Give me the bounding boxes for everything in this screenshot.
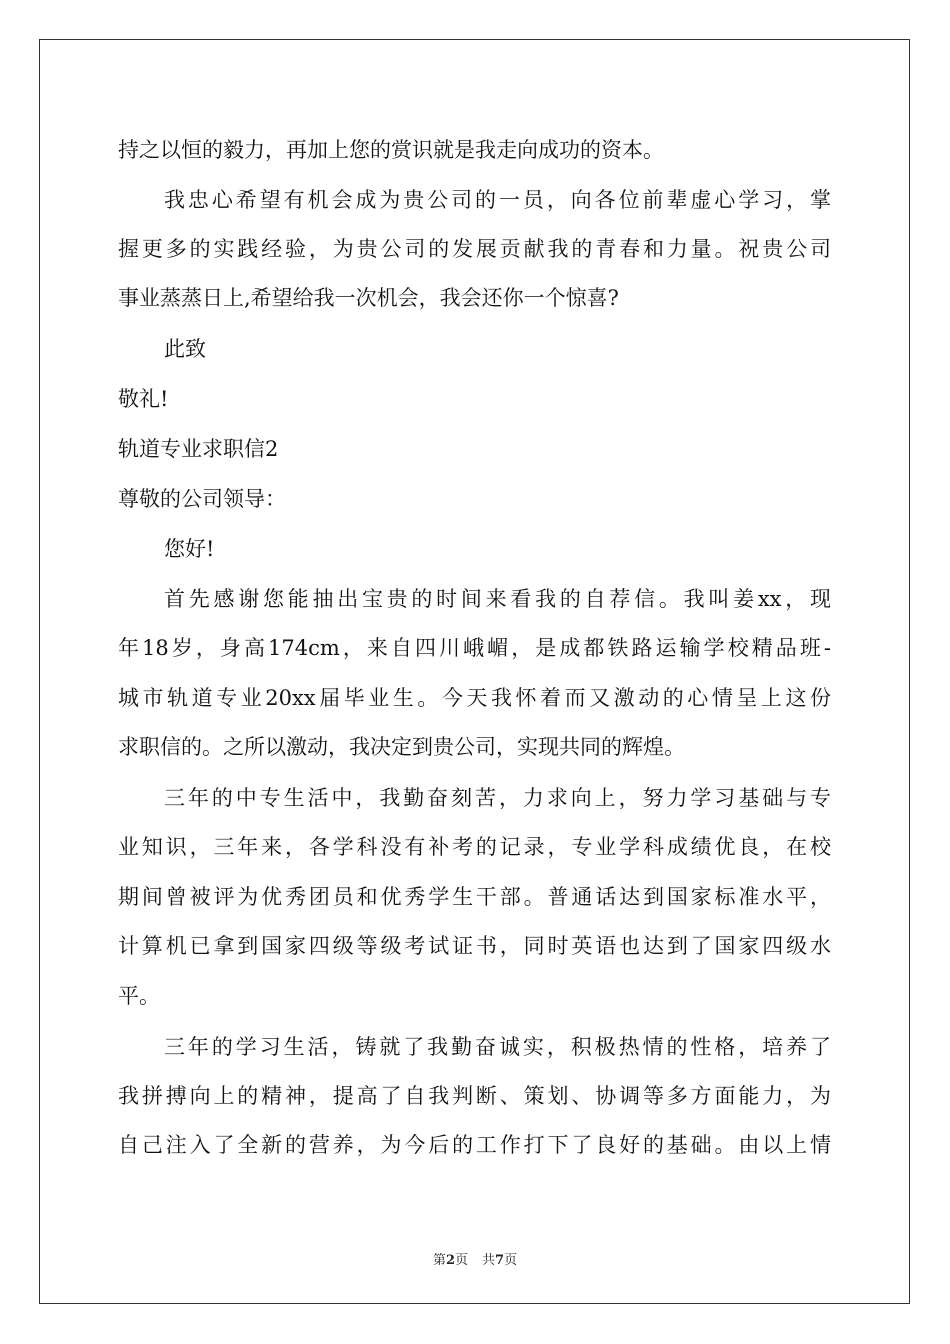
- text-line: 持之以恒的毅力，再加上您的赏识就是我走向成功的资本。: [118, 138, 664, 162]
- letter-title: 轨道专业求职信2: [118, 437, 279, 461]
- text-line: 城市轨道专业20xx届毕业生。今天我怀着而又激动的心情呈上这份: [118, 686, 831, 710]
- page-number: 第2页: [432, 1253, 468, 1268]
- text-line: 年18岁，身高174cm，来自四川峨嵋，是成都铁路运输学校精品班-: [118, 636, 831, 660]
- addressee-line: 尊敬的公司领导：: [118, 487, 286, 511]
- text-line: 我拼搏向上的精神，提高了自我判断、策划、协调等多方面能力，为: [118, 1084, 831, 1108]
- text-line: 首先感谢您能抽出宝贵的时间来看我的自荐信。我叫姜xx，现: [164, 587, 831, 611]
- text-line: 计算机已拿到国家四级等级考试证书，同时英语也达到了国家四级水: [118, 934, 831, 958]
- closing-line: 此致: [164, 337, 206, 361]
- text-line: 我忠心希望有机会成为贵公司的一员，向各位前辈虚心学习，掌: [164, 188, 831, 212]
- text-line: 三年的中专生活中，我勤奋刻苦，力求向上，努力学习基础与专: [164, 786, 831, 810]
- text-line: 平。: [118, 984, 160, 1008]
- text-line: 业知识，三年来，各学科没有补考的记录，专业学科成绩优良，在校: [118, 835, 831, 859]
- text-line: 期间曾被评为优秀团员和优秀学生干部。普通话达到国家标准水平，: [118, 885, 831, 909]
- page-total: 共7页: [482, 1253, 518, 1268]
- salutation-line: 敬礼!: [118, 387, 169, 411]
- greeting-line: 您好!: [164, 537, 215, 561]
- text-line: 自己注入了全新的营养，为今后的工作打下了良好的基础。由以上情: [118, 1133, 831, 1157]
- text-line: 求职信的。之所以激动，我决定到贵公司，实现共同的辉煌。: [118, 735, 685, 759]
- text-line: 事业蒸蒸日上,希望给我一次机会，我会还你一个惊喜?: [118, 286, 619, 310]
- page-footer: [0, 1249, 950, 1268]
- text-line: 三年的学习生活，铸就了我勤奋诚实，积极热情的性格，培养了: [164, 1035, 831, 1059]
- page-border: [39, 39, 910, 1304]
- text-line: 握更多的实践经验，为贵公司的发展贡献我的青春和力量。祝贵公司: [118, 237, 831, 261]
